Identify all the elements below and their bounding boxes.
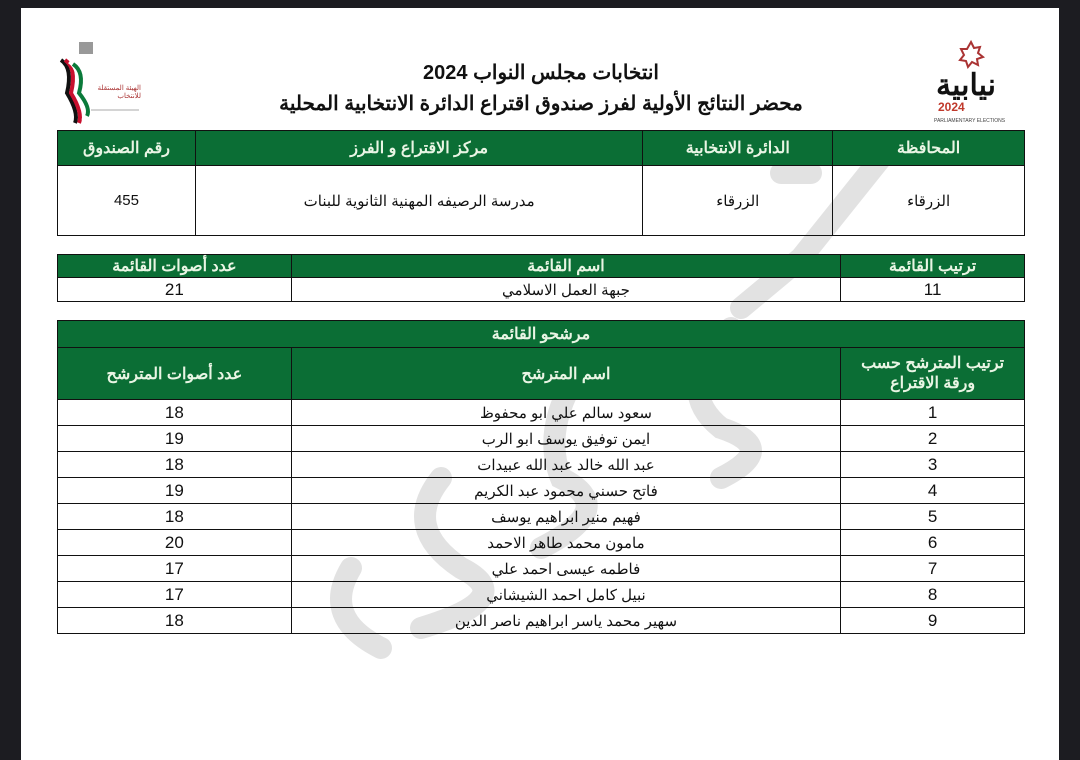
candidate-votes: 18 — [58, 608, 292, 634]
list-rank-value: 11 — [841, 278, 1025, 302]
info-values-row — [58, 166, 1025, 236]
candidate-rank: 3 — [841, 452, 1025, 478]
candidate-name: عبد الله خالد عبد الله عبيدات — [291, 452, 840, 478]
list-header-row — [58, 255, 1025, 278]
candidates-header-row — [58, 348, 1025, 400]
logo-year: 2024 — [938, 100, 965, 114]
header-box-number: رقم الصندوق — [58, 131, 196, 166]
candidate-name: فاطمه عيسى احمد علي — [291, 556, 840, 582]
candidate-row — [58, 582, 1025, 608]
list-votes-value: 21 — [58, 278, 292, 302]
logo-word: نيابية — [936, 69, 997, 102]
candidate-rank: 5 — [841, 504, 1025, 530]
candidate-row — [58, 478, 1025, 504]
header-list-name: اسم القائمة — [291, 255, 840, 278]
candidates-title-row — [58, 321, 1025, 348]
governorate-value: الزرقاء — [833, 166, 1025, 236]
box-number-value: 455 — [58, 166, 196, 236]
document-header — [241, 60, 841, 118]
list-name-value: جبهة العمل الاسلامي — [291, 278, 840, 302]
commission-logo-text: الهيئة المستقلة للانتخاب — [97, 85, 141, 100]
flag-ballot-icon — [51, 38, 141, 128]
candidate-name: سعود سالم علي ابو محفوظ — [291, 400, 840, 426]
list-values-row — [58, 278, 1025, 302]
header-candidate-name: اسم المترشح — [291, 348, 840, 400]
candidate-name: فهيم منير ابراهيم يوسف — [291, 504, 840, 530]
list-table — [57, 254, 1025, 302]
candidate-name: نبيل كامل احمد الشيشاني — [291, 582, 840, 608]
candidate-row — [58, 530, 1025, 556]
candidates-title: مرشحو القائمة — [58, 321, 1025, 348]
candidate-votes: 20 — [58, 530, 292, 556]
header-polling-center: مركز الاقتراع و الفرز — [195, 131, 642, 166]
header-governorate: المحافظة — [833, 131, 1025, 166]
candidate-votes: 18 — [58, 452, 292, 478]
candidate-row — [58, 608, 1025, 634]
district-value: الزرقاء — [643, 166, 833, 236]
candidate-votes: 18 — [58, 400, 292, 426]
candidate-rank: 8 — [841, 582, 1025, 608]
info-table — [57, 130, 1025, 236]
logo-caption: PARLIAMENTARY ELECTIONS — [934, 118, 1006, 124]
candidate-rank: 9 — [841, 608, 1025, 634]
candidate-name: ايمن توفيق يوسف ابو الرب — [291, 426, 840, 452]
candidate-row — [58, 400, 1025, 426]
document-title: انتخابات مجلس النواب 2024 — [423, 62, 659, 84]
document-subtitle: محضر النتائج الأولية لفرز صندوق اقتراع الدائرة الانتخابية المحلية — [279, 93, 803, 115]
info-header-row — [58, 131, 1025, 166]
candidate-row — [58, 426, 1025, 452]
header-candidate-rank: ترتيب المترشح حسب ورقة الاقتراع — [841, 348, 1025, 400]
candidate-name: فاتح حسني محمود عبد الكريم — [291, 478, 840, 504]
header-district: الدائرة الانتخابية — [643, 131, 833, 166]
commission-logo — [51, 38, 141, 128]
candidate-row — [58, 452, 1025, 478]
candidate-rank: 2 — [841, 426, 1025, 452]
candidate-name: سهير محمد ياسر ابراهيم ناصر الدين — [291, 608, 840, 634]
candidate-votes: 17 — [58, 556, 292, 582]
candidate-rank: 7 — [841, 556, 1025, 582]
candidate-name: مامون محمد طاهر الاحمد — [291, 530, 840, 556]
polling-center-value: مدرسة الرصيفه المهنية الثانوية للبنات — [195, 166, 642, 236]
candidates-table — [57, 320, 1025, 634]
candidate-votes: 19 — [58, 426, 292, 452]
header-list-votes: عدد أصوات القائمة — [58, 255, 292, 278]
document-page — [21, 8, 1059, 760]
header-list-rank: ترتيب القائمة — [841, 255, 1025, 278]
candidate-rank: 4 — [841, 478, 1025, 504]
candidate-rank: 1 — [841, 400, 1025, 426]
candidate-row — [58, 504, 1025, 530]
candidate-votes: 19 — [58, 478, 292, 504]
header-candidate-votes: عدد أصوات المترشح — [58, 348, 292, 400]
candidate-rank: 6 — [841, 530, 1025, 556]
candidate-row — [58, 556, 1025, 582]
candidate-votes: 18 — [58, 504, 292, 530]
candidate-votes: 17 — [58, 582, 292, 608]
elections-2024-logo — [916, 38, 1026, 128]
